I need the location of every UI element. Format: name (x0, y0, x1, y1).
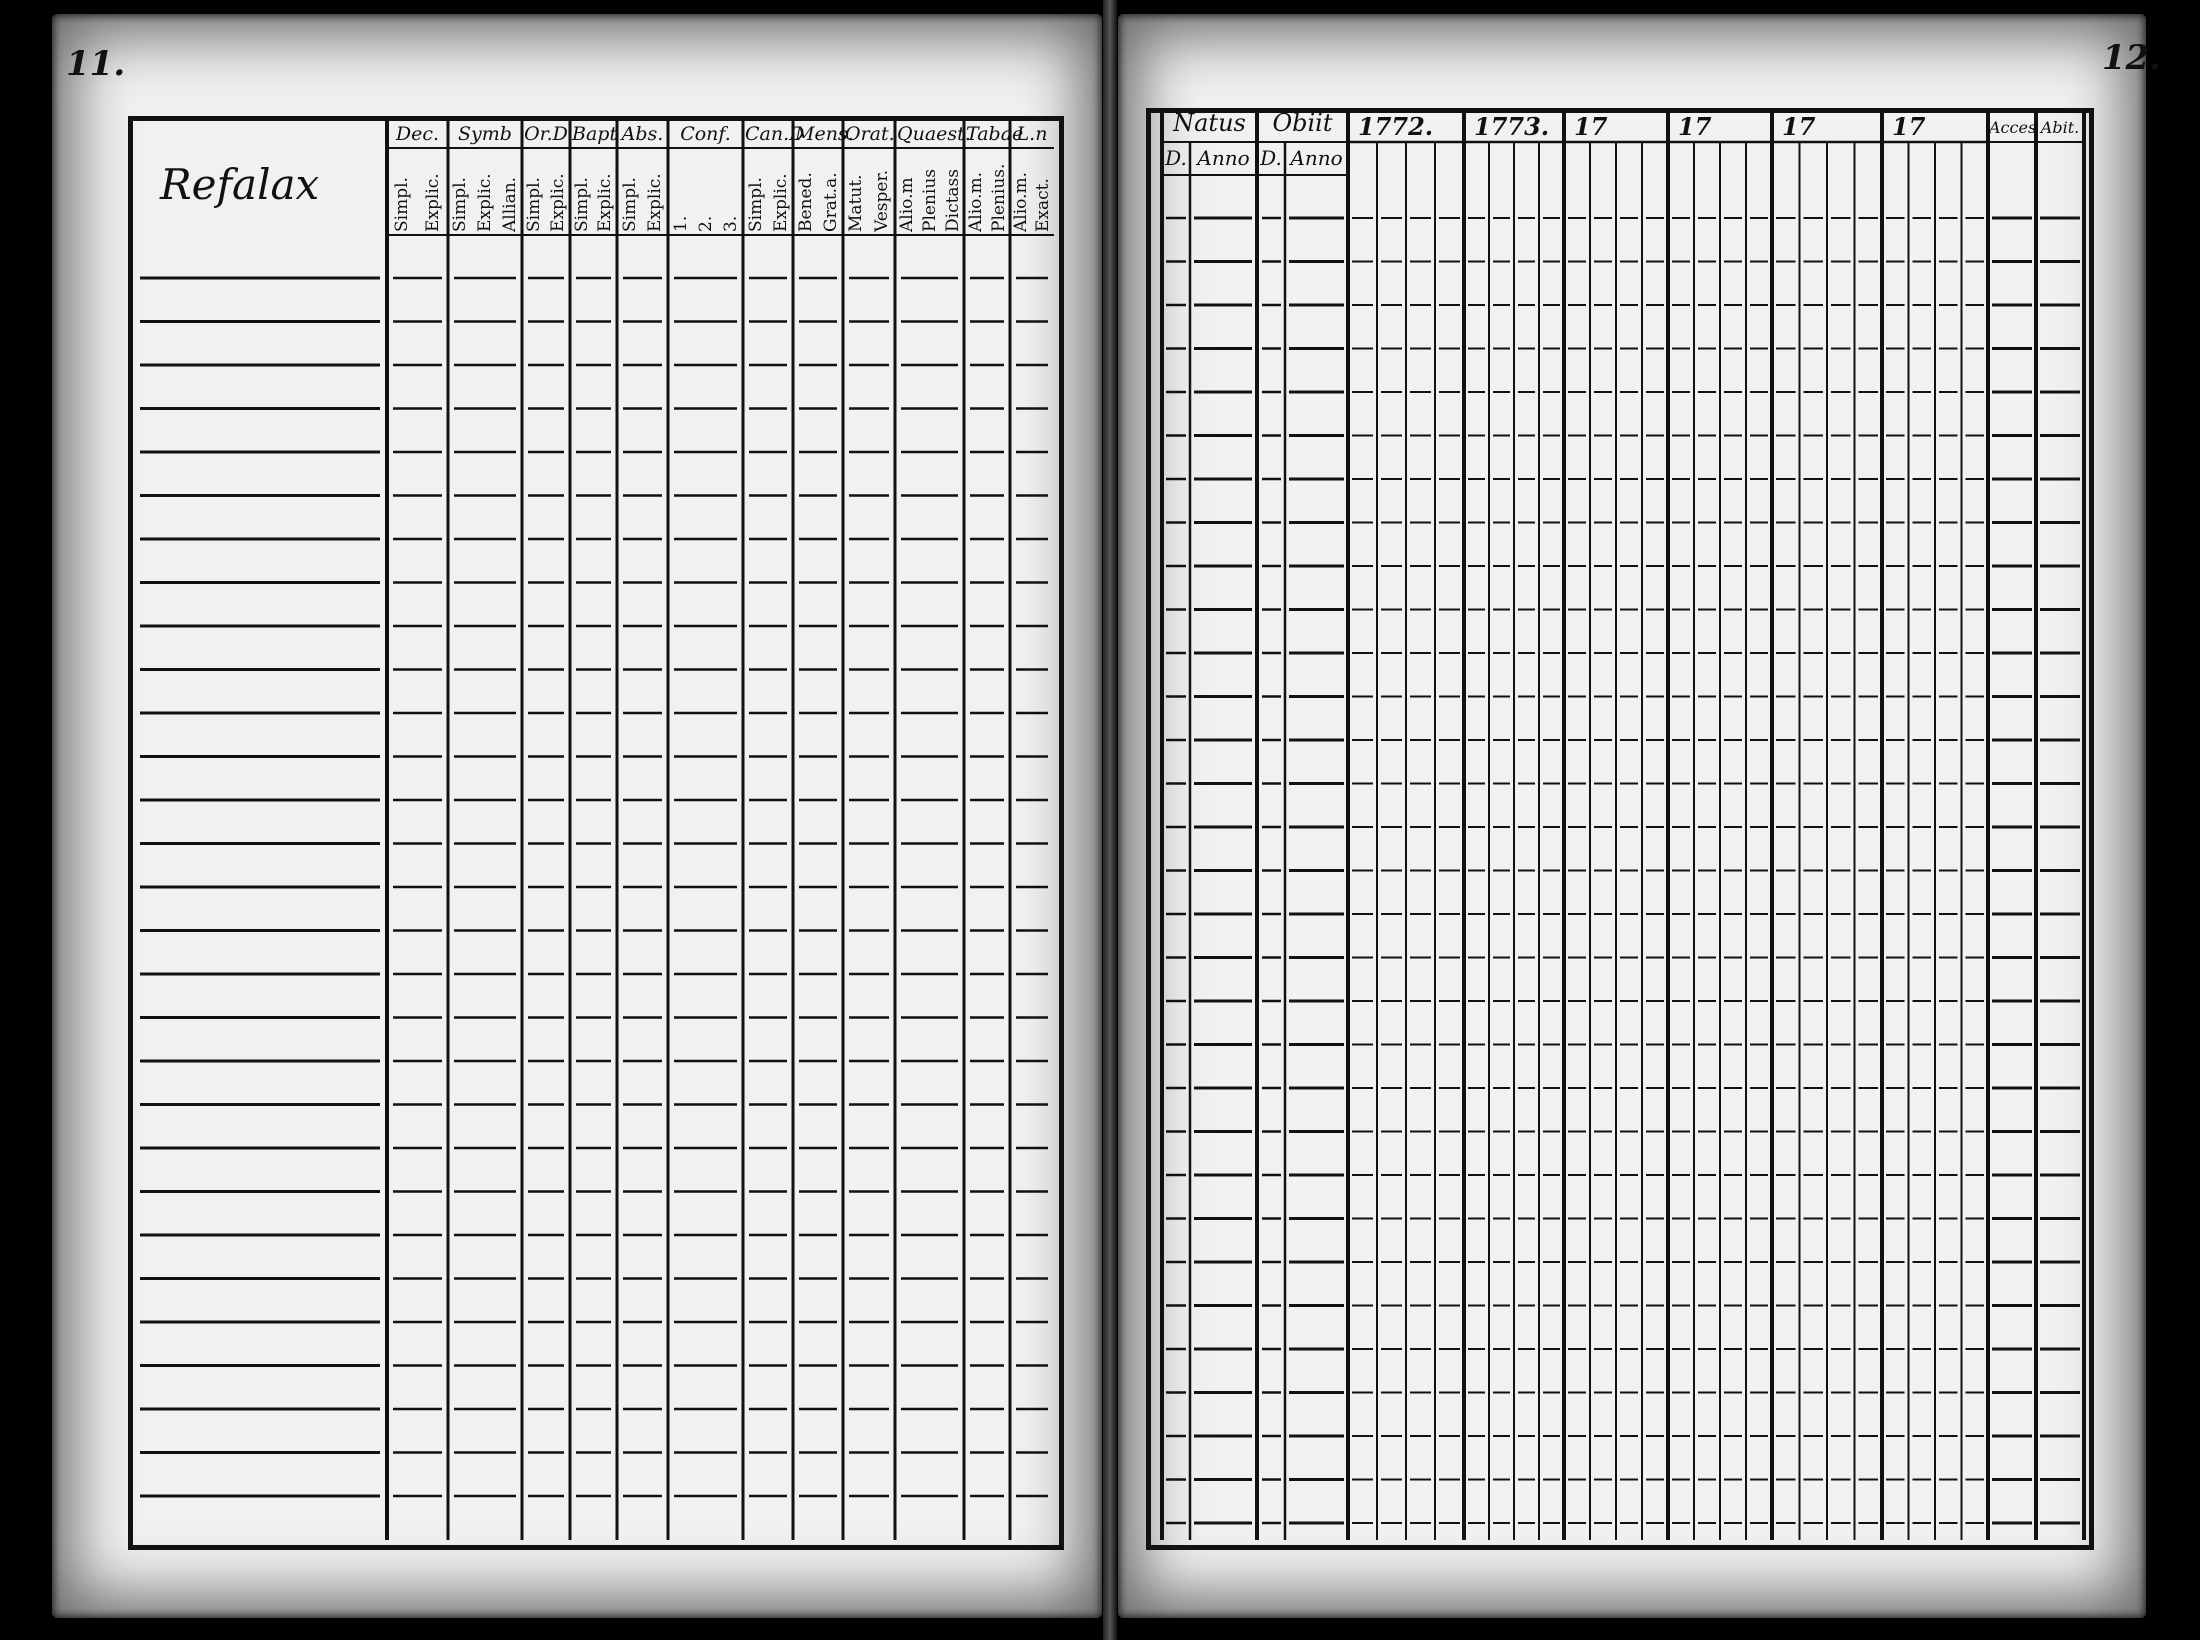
year-header: 17 (1574, 112, 1608, 141)
year-header: 1772. (1358, 112, 1434, 141)
left-column-subheader: Simpl. (450, 177, 471, 232)
year-header: 17 (1892, 112, 1926, 141)
right-group-subheader: D. (1165, 146, 1187, 170)
left-column-subheader: Simpl. (571, 177, 592, 232)
right-page-number: 12. (2102, 38, 2162, 78)
left-column-subheader: Alio.m. (965, 171, 986, 232)
right-group-header: Natus (1173, 109, 1246, 137)
left-column-subheader: Simpl. (619, 177, 640, 232)
name-column-label: Refalax (160, 160, 320, 209)
left-column-subheader: Vesper. (872, 169, 892, 232)
left-column-header: Quaest. (897, 123, 971, 145)
left-page-number: 11. (66, 44, 126, 84)
left-column-subheader: 1. (670, 215, 691, 232)
left-column-subheader: Explic. (595, 173, 616, 232)
tail-column-header: Acces (1989, 118, 2037, 137)
left-column-subheader: Simpl. (392, 177, 413, 232)
left-column-header: Mens. (795, 123, 854, 145)
left-column-subheader: Alio.m (896, 177, 917, 232)
left-column-header: Abs. (621, 123, 664, 145)
left-column-subheader: Explic. (475, 173, 495, 232)
left-column-subheader: Explic. (548, 173, 568, 232)
right-group-subheader: Anno (1290, 146, 1343, 170)
left-column-header: Or.D (524, 123, 568, 145)
left-column-subheader: Explic. (770, 173, 791, 232)
left-column-header: Orat. (845, 123, 895, 145)
right-group-subheader: Anno (1197, 146, 1250, 170)
left-column-subheader: Plenius (919, 169, 940, 232)
left-column-subheader: Explic. (645, 173, 666, 232)
left-column-header: Can.D (745, 123, 805, 145)
left-column-subheader: 3. (720, 215, 741, 232)
left-column-subheader: Grat.a. (820, 172, 841, 232)
left-column-header: Dec. (395, 123, 440, 145)
left-column-header: Bapt (572, 123, 618, 145)
left-column-header: Conf. (680, 123, 731, 145)
left-column-subheader: Simpl. (745, 177, 766, 232)
left-column-subheader: Exact. (1033, 178, 1053, 232)
year-header: 1773. (1474, 112, 1550, 141)
left-column-header: Symb (458, 123, 512, 145)
year-header: 17 (1678, 112, 1712, 141)
right-group-subheader: D. (1260, 146, 1282, 170)
left-column-subheader: Dictass (942, 168, 963, 232)
tail-column-header: Abit. (2040, 118, 2080, 137)
left-column-subheader: Matut. (846, 174, 866, 232)
left-column-subheader: Allian. (499, 176, 520, 232)
right-group-header: Obiit (1272, 109, 1333, 137)
left-column-subheader: Explic. (422, 173, 443, 232)
left-column-subheader: Alio.m. (1011, 171, 1031, 232)
left-column-subheader: Bened. (795, 172, 816, 232)
left-column-subheader: 2. (695, 215, 716, 232)
left-column-header: L.n (1016, 123, 1048, 145)
left-column-subheader: Plenius. (988, 163, 1009, 232)
year-header: 17 (1782, 112, 1816, 141)
left-column-header: Tabae (966, 123, 1024, 145)
left-column-subheader: Simpl. (524, 177, 544, 232)
